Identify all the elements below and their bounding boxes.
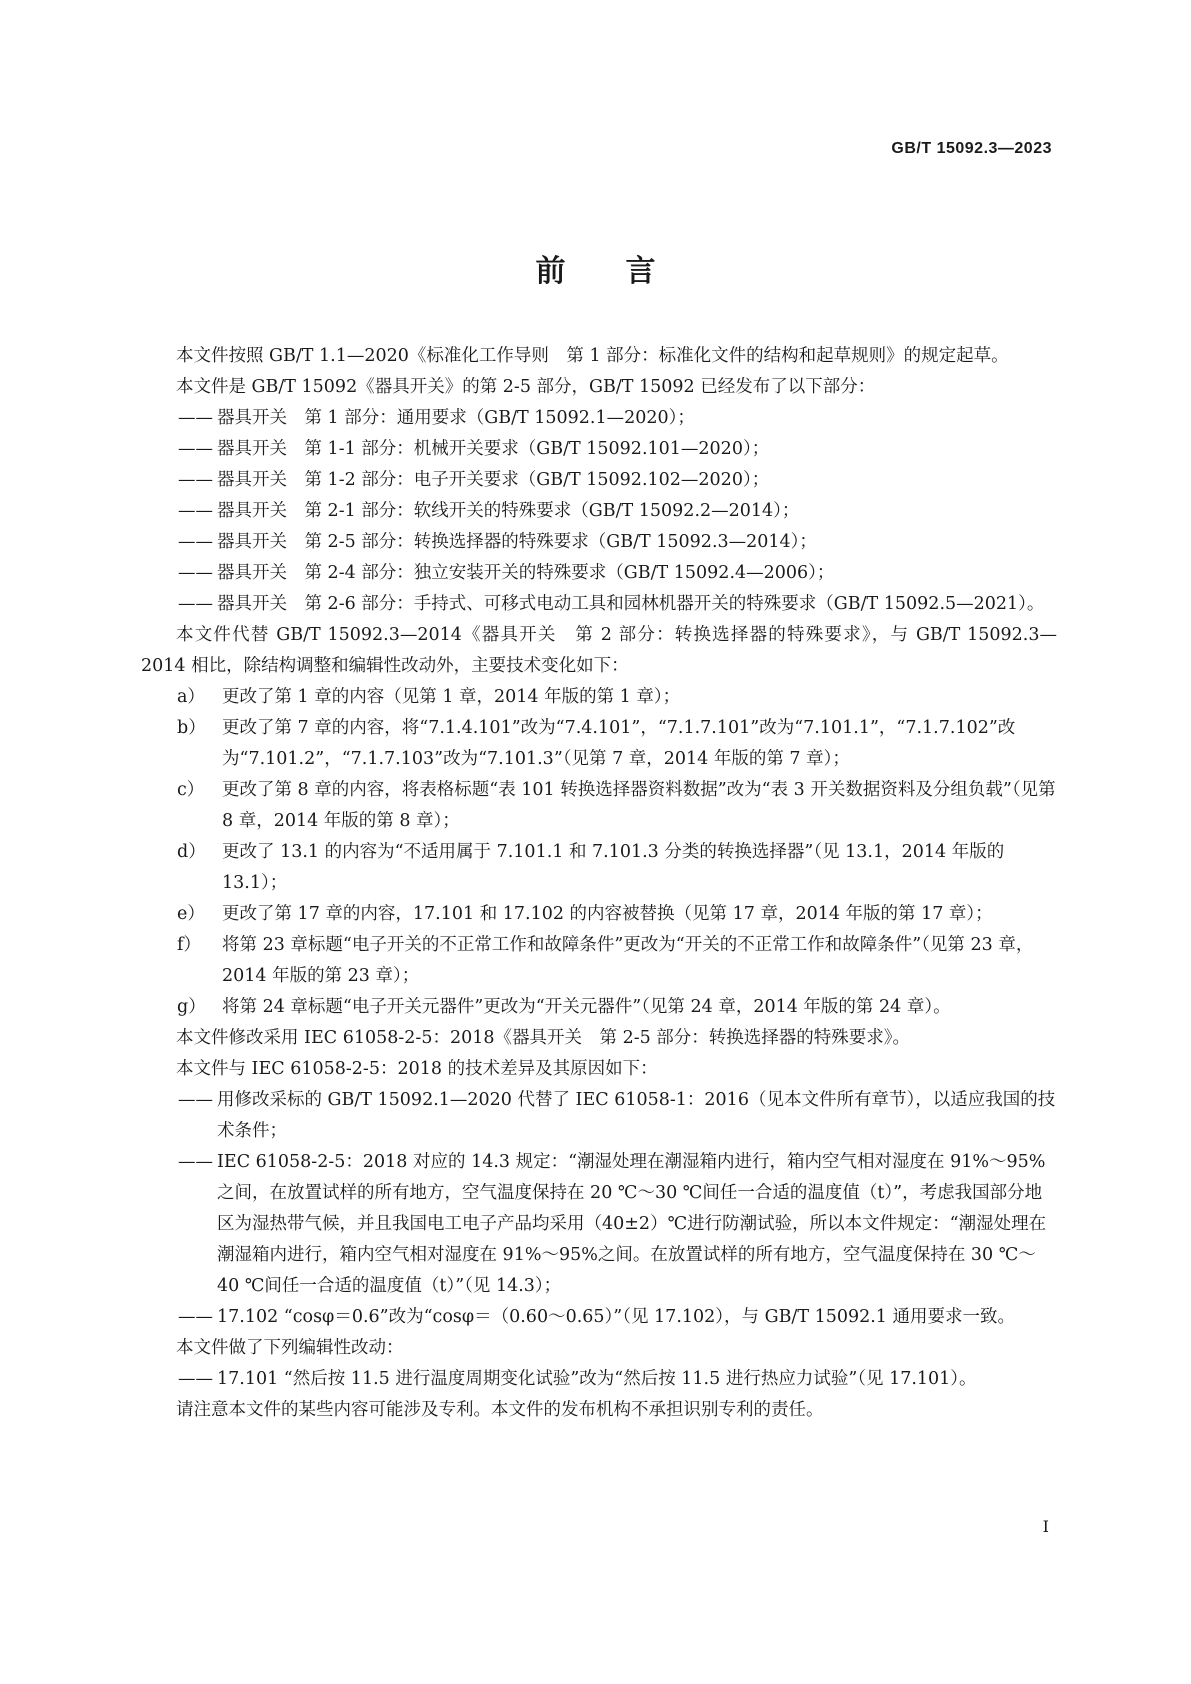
list-item: —— 器具开关 第 2-6 部分：手持式、可移式电动工具和园林机器开关的特殊要求（GB/T 15092.5—2021）。 xyxy=(141,589,1057,620)
paragraph-drafting-basis: 本文件按照 GB/T 1.1—2020《标准化工作导则 第 1 部分：标准化文件的结构和起草规则》的规定起草。 xyxy=(176,346,1009,366)
dash-marker: —— xyxy=(178,1152,213,1172)
list-item: b） 更改了第 7 章的内容，将“7.1.4.101”改为“7.4.101”，“7.1.7.101”改为“7.101.1”，“7.1.7.102”改为“7.101.2”，“7.1.7.103”改为“7.101.3”（见第 7 章，2014 年版的第 7 章）； xyxy=(141,713,1057,775)
paragraph-replaces: 本文件代替 GB/T 15092.3—2014《器具开关 第 2 部分：转换选择器的特殊要求》，与 GB/T 15092.3—2014 相比，除结构调整和编辑性改动外，主要技术变化如下： xyxy=(141,625,1057,676)
dash-marker: —— xyxy=(178,408,213,428)
list-item: —— 器具开关 第 1 部分：通用要求（GB/T 15092.1—2020）； xyxy=(141,403,1057,434)
list-item: —— 17.101 “然后按 11.5 进行温度周期变化试验”改为“然后按 11.5 进行热应力试验”（见 17.101）。 xyxy=(141,1364,1057,1395)
item-marker: f） xyxy=(177,935,201,955)
parts-list xyxy=(141,403,1057,620)
dash-marker: —— xyxy=(178,439,213,459)
editorial-list xyxy=(141,1364,1057,1395)
item-marker: a） xyxy=(177,687,205,707)
paragraph-patent-notice: 请注意本文件的某些内容可能涉及专利。本文件的发布机构不承担识别专利的责任。 xyxy=(176,1400,824,1420)
list-item: a） 更改了第 1 章的内容（见第 1 章，2014 年版的第 1 章）； xyxy=(141,682,1057,713)
list-item: —— 器具开关 第 2-4 部分：独立安装开关的特殊要求（GB/T 15092.4—2006）； xyxy=(141,558,1057,589)
list-item: —— IEC 61058-2-5：2018 对应的 14.3 规定：“潮湿处理在潮湿箱内进行，箱内空气相对湿度在 91%～95%之间，在放置试样的所有地方，空气温度保持在 20 ℃～30 ℃间任一合适的温度值（t）”，考虑我国部分地区为湿热带气候，并且我国电工电子产品均采用（40±2）℃进行防潮试验，所以本文件规定：“潮湿处理在潮湿箱内进行，箱内空气相对湿度在 91%～95%之间。在放置试样的所有地方，空气温度保持在 30 ℃～40 ℃间任一合适的温度值（t）”（见 14.3）； xyxy=(141,1147,1057,1302)
paragraph-adoption: 本文件修改采用 IEC 61058-2-5：2018《器具开关 第 2-5 部分：转换选择器的特殊要求》。 xyxy=(176,1028,911,1048)
changes-list xyxy=(141,682,1057,1023)
dash-marker: —— xyxy=(178,470,213,490)
differences-list xyxy=(141,1085,1057,1333)
list-item: —— 器具开关 第 2-5 部分：转换选择器的特殊要求（GB/T 15092.3—2014）； xyxy=(141,527,1057,558)
list-item: —— 器具开关 第 2-1 部分：软线开关的特殊要求（GB/T 15092.2—2014）； xyxy=(141,496,1057,527)
title-char-2: 言 xyxy=(625,254,656,289)
page-title xyxy=(0,246,1191,290)
dash-marker: —— xyxy=(178,1369,213,1389)
standard-number: GB/T 15092.3—2023 xyxy=(891,140,1052,157)
dash-marker: —— xyxy=(178,532,213,552)
list-item: f） 将第 23 章标题“电子开关的不正常工作和故障条件”更改为“开关的不正常工作和故障条件”（见第 23 章，2014 年版的第 23 章）； xyxy=(141,930,1057,992)
item-marker: g） xyxy=(177,997,206,1017)
item-marker: d） xyxy=(177,842,206,862)
item-marker: e） xyxy=(177,904,205,924)
list-item: g） 将第 24 章标题“电子开关元器件”更改为“开关元器件”（见第 24 章，2014 年版的第 24 章）。 xyxy=(141,992,1057,1023)
dash-marker: —— xyxy=(178,563,213,583)
title-char-1: 前 xyxy=(535,254,566,289)
dash-marker: —— xyxy=(178,1307,213,1327)
page-number: I xyxy=(1042,1517,1049,1536)
dash-marker: —— xyxy=(178,1090,213,1110)
item-marker: b） xyxy=(177,718,206,738)
list-item: e） 更改了第 17 章的内容，17.101 和 17.102 的内容被替换（见第 17 章，2014 年版的第 17 章）； xyxy=(141,899,1057,930)
foreword-body xyxy=(141,341,1057,1426)
dash-marker: —— xyxy=(178,501,213,521)
paragraph-part-intro: 本文件是 GB/T 15092《器具开关》的第 2-5 部分，GB/T 15092 已经发布了以下部分： xyxy=(176,377,876,397)
list-item: —— 器具开关 第 1-1 部分：机械开关要求（GB/T 15092.101—2020）； xyxy=(141,434,1057,465)
dash-marker: —— xyxy=(178,594,213,614)
list-item: c） 更改了第 8 章的内容，将表格标题“表 101 转换选择器资料数据”改为“表 3 开关数据资料及分组负载”（见第 8 章，2014 年版的第 8 章）； xyxy=(141,775,1057,837)
list-item: d） 更改了 13.1 的内容为“不适用属于 7.101.1 和 7.101.3 分类的转换选择器”（见 13.1，2014 年版的 13.1）； xyxy=(141,837,1057,899)
list-item: —— 用修改采标的 GB/T 15092.1—2020 代替了 IEC 61058-1：2016（见本文件所有章节），以适应我国的技术条件； xyxy=(141,1085,1057,1147)
item-marker: c） xyxy=(177,780,205,800)
list-item: —— 器具开关 第 1-2 部分：电子开关要求（GB/T 15092.102—2020）； xyxy=(141,465,1057,496)
paragraph-editorial-intro: 本文件做了下列编辑性改动： xyxy=(176,1338,404,1358)
list-item: —— 17.102 “cosφ＝0.6”改为“cosφ＝（0.60～0.65）”（见 17.102），与 GB/T 15092.1 通用要求一致。 xyxy=(141,1302,1057,1333)
paragraph-differences-intro: 本文件与 IEC 61058-2-5：2018 的技术差异及其原因如下： xyxy=(176,1059,658,1079)
